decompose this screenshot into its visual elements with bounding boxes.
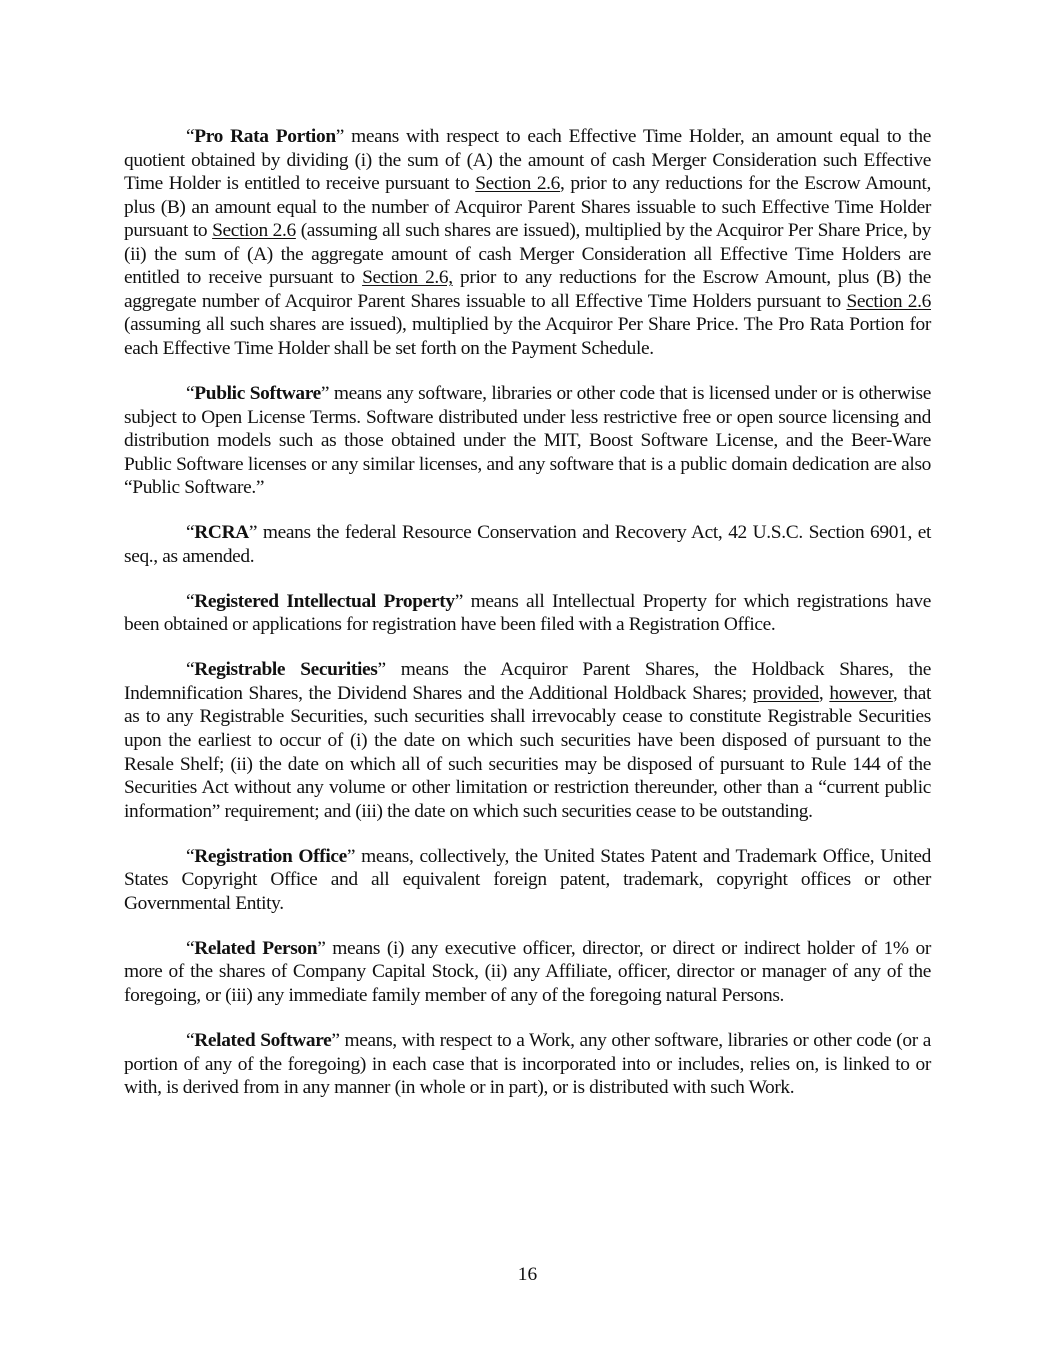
definition-text: prior to any reductions for the Escrow Amount, plus (B) the aggregate number of Acquiror Parent Shares issuable to all Effective Time Holders pursuant to	[124, 267, 931, 312]
defined-term: Registered Intellectual Property	[194, 590, 455, 612]
definition-text: (assuming all such shares are issued), multiplied by the Acquiror Per Share Price. The Pro Rata Portion for each Effective Time Holder shall be set forth on the Payment Schedule.	[124, 314, 931, 359]
definition-text: “	[186, 659, 195, 681]
definition-registration-office	[124, 845, 931, 916]
cross-reference: Section 2.6,	[362, 267, 453, 289]
cross-reference: Section 2.6	[212, 220, 296, 242]
definition-text: ” means the Acquiror Parent Shares, the Holdback Shares, the Indemnification Shares, the Dividend Shares and the Additional Holdback Shares;	[124, 659, 932, 704]
document-page	[124, 125, 931, 1121]
defined-term: Public Software	[194, 382, 321, 404]
defined-term: Pro Rata Portion	[194, 126, 336, 147]
definition-pro-rata-portion	[124, 125, 931, 360]
definition-public-software	[124, 382, 931, 500]
definition-text: ” means the federal Resource Conservation and Recovery Act, 42 U.S.C. Section 6901, et seq., as amended.	[124, 522, 931, 567]
definition-text: ,	[818, 682, 830, 704]
defined-term: Related Software	[194, 1030, 332, 1051]
definition-text: ” means, collectively, the United States Patent and Trademark Office, United States Copyright Office and all equivalent foreign patent, trademark, copyright offices or other Governmental Entity.	[124, 845, 931, 914]
definition-text: (assuming all such shares are issued), multiplied by the Acquiror Per Share Price, by (ii) the sum of (A) the aggregate amount of cash Merger Consideration all Effective Time Holders are entitled to receive pursuant to	[124, 220, 931, 289]
definition-text: , that as to any Registrable Securities, such securities shall irrevocably cease to constitute Registrable Securities upon the earliest to occur of (i) the date on which such securities have been disposed of pursuant to the Resale Shelf; (ii) the date on which all of such securities may be disposed of pursuant to Rule 144 of the Securities Act without any volume or other limitation or restriction thereunder, other than a “current public information” requirement; and (iii) the date on which such securities cease to be outstanding.	[124, 682, 931, 822]
defined-term: Related Person	[194, 937, 318, 959]
definition-registered-intellectual-property	[124, 590, 931, 637]
cross-reference: Section 2.6	[846, 290, 931, 312]
cross-reference: however	[829, 682, 893, 704]
definition-text: ” means all Intellectual Property for which registrations have been obtained or applications for registration have been filed with a Registration Office.	[124, 590, 931, 636]
definition-text: “	[186, 126, 195, 147]
definition-text: “	[186, 845, 195, 867]
definition-text: “	[186, 1030, 195, 1051]
cross-reference: provided	[752, 682, 819, 704]
definition-text: , prior to any reductions for the Escrow Amount, plus (B) an amount equal to the number of Acquiror Parent Shares issuable to such Effective Time Holder pursuant to	[124, 173, 932, 242]
definition-rcra	[124, 521, 931, 568]
definition-text: “	[186, 522, 195, 544]
definition-text: “	[186, 382, 195, 404]
defined-term: Registration Office	[194, 845, 347, 867]
defined-term: Registrable Securities	[194, 659, 378, 681]
definition-registrable-securities	[124, 658, 931, 823]
definition-text: “	[186, 590, 195, 612]
definition-text: ” means, with respect to a Work, any other software, libraries or other code (or a portion of any of the foregoing) in each case that is incorporated into or includes, relies on, is linked to or with, is derived from in any manner (in whole or in part), or is distributed with such Work.	[124, 1030, 931, 1099]
definition-text: ” means (i) any executive officer, director, or direct or indirect holder of 1% or more of the shares of Company Capital Stock, (ii) any Affiliate, officer, director or manager of any of the foregoing, or (iii) any immediate family member of any of the foregoing natural Persons.	[124, 937, 931, 1006]
defined-term: RCRA	[194, 522, 249, 544]
definition-text: “	[186, 937, 195, 959]
definition-text: ” means any software, libraries or other code that is licensed under or is otherwise subject to Open License Terms. Software distributed under less restrictive free or open source licensing and distribution models such as those obtained under the MIT, Boost Software License, and the Beer-Ware Public Software licenses or any similar licenses, and any software that is a public domain dedication are also “Public Software.”	[124, 382, 931, 499]
page-number: 16	[517, 1264, 538, 1285]
definition-related-software	[124, 1029, 931, 1100]
definition-related-person	[124, 937, 931, 1008]
cross-reference: Section 2.6	[475, 173, 561, 195]
definition-text: ” means with respect to each Effective Time Holder, an amount equal to the quotient obtained by dividing (i) the sum of (A) the amount of cash Merger Consideration such Effective Time Holder is entitled to receive pursuant to	[124, 126, 931, 195]
